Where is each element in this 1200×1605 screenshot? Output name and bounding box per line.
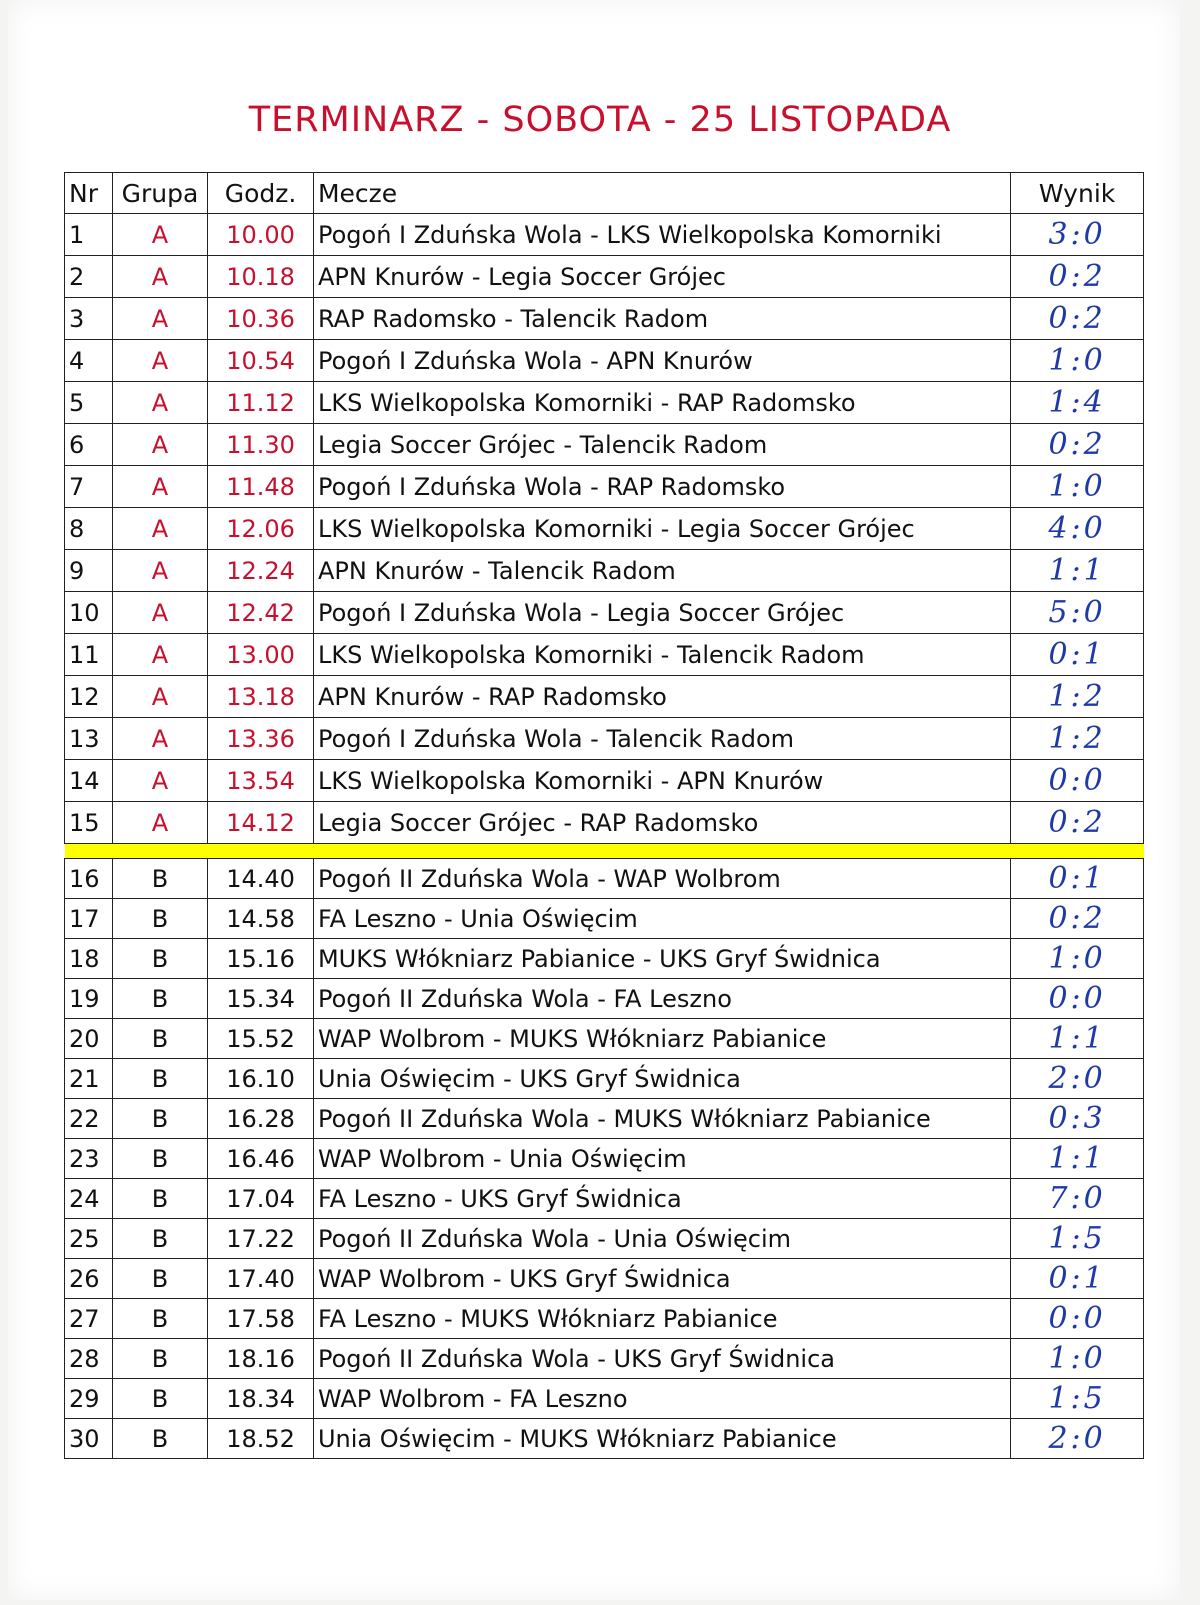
match-number: 21	[65, 1059, 113, 1099]
match-number: 19	[65, 979, 113, 1019]
table-row	[65, 1379, 1144, 1419]
match-number: 15	[65, 802, 113, 844]
match-score: 0:1	[1011, 859, 1144, 899]
match-number: 18	[65, 939, 113, 979]
match-teams: Pogoń I Zduńska Wola - Talencik Radom	[313, 718, 1010, 760]
match-teams: Pogoń I Zduńska Wola - Legia Soccer Grójec	[313, 592, 1010, 634]
match-number: 13	[65, 718, 113, 760]
match-time: 17.22	[208, 1219, 314, 1259]
header-time: Godz.	[208, 173, 314, 214]
match-score: 1:1	[1011, 550, 1144, 592]
match-number: 11	[65, 634, 113, 676]
header-group: Grupa	[112, 173, 207, 214]
match-time: 11.12	[208, 382, 314, 424]
match-time: 16.46	[208, 1139, 314, 1179]
table-row	[65, 1299, 1144, 1339]
match-group: B	[112, 979, 207, 1019]
match-score: 1:1	[1011, 1139, 1144, 1179]
table-row	[65, 1259, 1144, 1299]
match-group: B	[112, 1139, 207, 1179]
match-score: 5:0	[1011, 592, 1144, 634]
match-score: 4:0	[1011, 508, 1144, 550]
match-number: 28	[65, 1339, 113, 1379]
match-score: 1:0	[1011, 939, 1144, 979]
match-teams: Pogoń II Zduńska Wola - MUKS Włókniarz Pabianice	[313, 1099, 1010, 1139]
match-score: 1:0	[1011, 1339, 1144, 1379]
match-number: 22	[65, 1099, 113, 1139]
match-group: A	[112, 466, 207, 508]
match-group: A	[112, 508, 207, 550]
match-number: 23	[65, 1139, 113, 1179]
match-teams: FA Leszno - MUKS Włókniarz Pabianice	[313, 1299, 1010, 1339]
match-score: 0:0	[1011, 979, 1144, 1019]
match-teams: WAP Wolbrom - FA Leszno	[313, 1379, 1010, 1419]
match-group: A	[112, 256, 207, 298]
match-time: 13.54	[208, 760, 314, 802]
schedule-table	[64, 172, 1144, 1459]
table-row	[65, 1419, 1144, 1459]
table-row	[65, 1219, 1144, 1259]
match-group: A	[112, 214, 207, 256]
match-group: A	[112, 340, 207, 382]
table-row	[65, 508, 1144, 550]
match-time: 18.16	[208, 1339, 314, 1379]
table-row	[65, 256, 1144, 298]
match-number: 27	[65, 1299, 113, 1339]
match-teams: Pogoń II Zduńska Wola - WAP Wolbrom	[313, 859, 1010, 899]
match-group: A	[112, 550, 207, 592]
match-score: 0:3	[1011, 1099, 1144, 1139]
match-number: 1	[65, 214, 113, 256]
match-group: A	[112, 592, 207, 634]
match-score: 1:4	[1011, 382, 1144, 424]
match-number: 26	[65, 1259, 113, 1299]
match-score: 1:0	[1011, 466, 1144, 508]
match-time: 15.16	[208, 939, 314, 979]
match-group: B	[112, 1059, 207, 1099]
match-number: 3	[65, 298, 113, 340]
match-number: 25	[65, 1219, 113, 1259]
match-score: 0:0	[1011, 760, 1144, 802]
header-score: Wynik	[1011, 173, 1144, 214]
match-number: 8	[65, 508, 113, 550]
match-group: B	[112, 1339, 207, 1379]
match-time: 16.28	[208, 1099, 314, 1139]
table-row	[65, 424, 1144, 466]
match-teams: Legia Soccer Grójec - Talencik Radom	[313, 424, 1010, 466]
match-score: 0:1	[1011, 1259, 1144, 1299]
table-row	[65, 979, 1144, 1019]
match-teams: LKS Wielkopolska Komorniki - RAP Radomsko	[313, 382, 1010, 424]
group-separator	[65, 844, 1144, 859]
table-row	[65, 466, 1144, 508]
match-group: A	[112, 634, 207, 676]
table-row	[65, 939, 1144, 979]
match-score: 1:0	[1011, 340, 1144, 382]
header-row	[65, 173, 1144, 214]
match-score: 1:2	[1011, 718, 1144, 760]
match-teams: WAP Wolbrom - UKS Gryf Świdnica	[313, 1259, 1010, 1299]
table-row	[65, 592, 1144, 634]
match-group: A	[112, 676, 207, 718]
match-group: B	[112, 939, 207, 979]
group-b-rows	[65, 859, 1144, 1459]
match-time: 14.12	[208, 802, 314, 844]
match-teams: FA Leszno - Unia Oświęcim	[313, 899, 1010, 939]
match-group: A	[112, 760, 207, 802]
match-teams: Unia Oświęcim - MUKS Włókniarz Pabianice	[313, 1419, 1010, 1459]
table-row	[65, 859, 1144, 899]
match-group: B	[112, 1179, 207, 1219]
match-time: 11.30	[208, 424, 314, 466]
match-teams: Unia Oświęcim - UKS Gryf Świdnica	[313, 1059, 1010, 1099]
match-group: B	[112, 1219, 207, 1259]
match-number: 16	[65, 859, 113, 899]
table-row	[65, 214, 1144, 256]
table-row	[65, 676, 1144, 718]
match-time: 14.40	[208, 859, 314, 899]
match-teams: RAP Radomsko - Talencik Radom	[313, 298, 1010, 340]
match-teams: Pogoń I Zduńska Wola - APN Knurów	[313, 340, 1010, 382]
group-a-rows	[65, 214, 1144, 844]
table-row	[65, 298, 1144, 340]
match-teams: FA Leszno - UKS Gryf Świdnica	[313, 1179, 1010, 1219]
page-title: TERMINARZ - SOBOTA - 25 LISTOPADA	[248, 100, 952, 140]
match-time: 10.54	[208, 340, 314, 382]
match-score: 0:2	[1011, 899, 1144, 939]
match-number: 24	[65, 1179, 113, 1219]
match-time: 13.36	[208, 718, 314, 760]
match-teams: Pogoń I Zduńska Wola - LKS Wielkopolska Komorniki	[313, 214, 1010, 256]
match-time: 12.42	[208, 592, 314, 634]
match-number: 9	[65, 550, 113, 592]
match-teams: Pogoń II Zduńska Wola - FA Leszno	[313, 979, 1010, 1019]
separator-row	[65, 844, 1144, 859]
match-score: 2:0	[1011, 1419, 1144, 1459]
match-number: 4	[65, 340, 113, 382]
match-group: B	[112, 1419, 207, 1459]
match-group: A	[112, 298, 207, 340]
table-row	[65, 1019, 1144, 1059]
match-number: 5	[65, 382, 113, 424]
match-time: 12.24	[208, 550, 314, 592]
match-time: 18.52	[208, 1419, 314, 1459]
match-time: 14.58	[208, 899, 314, 939]
table-row	[65, 1099, 1144, 1139]
match-score: 0:2	[1011, 424, 1144, 466]
match-number: 12	[65, 676, 113, 718]
match-score: 3:0	[1011, 214, 1144, 256]
match-number: 30	[65, 1419, 113, 1459]
match-score: 1:1	[1011, 1019, 1144, 1059]
match-group: B	[112, 1099, 207, 1139]
match-number: 17	[65, 899, 113, 939]
match-number: 14	[65, 760, 113, 802]
match-teams: APN Knurów - Legia Soccer Grójec	[313, 256, 1010, 298]
table-row	[65, 899, 1144, 939]
match-number: 29	[65, 1379, 113, 1419]
match-score: 0:2	[1011, 256, 1144, 298]
match-teams: MUKS Włókniarz Pabianice - UKS Gryf Świdnica	[313, 939, 1010, 979]
match-score: 1:2	[1011, 676, 1144, 718]
match-group: B	[112, 1299, 207, 1339]
match-group: A	[112, 382, 207, 424]
match-teams: Legia Soccer Grójec - RAP Radomsko	[313, 802, 1010, 844]
match-score: 0:1	[1011, 634, 1144, 676]
table-row	[65, 340, 1144, 382]
table-row	[65, 1179, 1144, 1219]
separator-bar	[65, 844, 1144, 859]
match-time: 11.48	[208, 466, 314, 508]
table-row	[65, 802, 1144, 844]
table-row	[65, 1139, 1144, 1179]
table-row	[65, 1059, 1144, 1099]
match-teams: Pogoń I Zduńska Wola - RAP Radomsko	[313, 466, 1010, 508]
match-group: B	[112, 899, 207, 939]
match-group: B	[112, 1259, 207, 1299]
match-teams: APN Knurów - Talencik Radom	[313, 550, 1010, 592]
match-teams: Pogoń II Zduńska Wola - UKS Gryf Świdnica	[313, 1339, 1010, 1379]
match-time: 13.18	[208, 676, 314, 718]
match-group: A	[112, 424, 207, 466]
match-number: 20	[65, 1019, 113, 1059]
match-teams: APN Knurów - RAP Radomsko	[313, 676, 1010, 718]
match-number: 2	[65, 256, 113, 298]
match-teams: WAP Wolbrom - Unia Oświęcim	[313, 1139, 1010, 1179]
match-score: 0:2	[1011, 298, 1144, 340]
match-time: 10.36	[208, 298, 314, 340]
match-time: 17.04	[208, 1179, 314, 1219]
match-number: 6	[65, 424, 113, 466]
match-time: 13.00	[208, 634, 314, 676]
table-row	[65, 760, 1144, 802]
table-row	[65, 718, 1144, 760]
match-time: 17.40	[208, 1259, 314, 1299]
match-time: 15.52	[208, 1019, 314, 1059]
match-group: B	[112, 859, 207, 899]
match-time: 15.34	[208, 979, 314, 1019]
match-teams: LKS Wielkopolska Komorniki - APN Knurów	[313, 760, 1010, 802]
table-row	[65, 1339, 1144, 1379]
match-group: A	[112, 718, 207, 760]
match-score: 7:0	[1011, 1179, 1144, 1219]
match-teams: LKS Wielkopolska Komorniki - Talencik Radom	[313, 634, 1010, 676]
match-group: B	[112, 1379, 207, 1419]
match-time: 16.10	[208, 1059, 314, 1099]
match-time: 18.34	[208, 1379, 314, 1419]
table-row	[65, 382, 1144, 424]
match-number: 7	[65, 466, 113, 508]
match-time: 10.18	[208, 256, 314, 298]
match-number: 10	[65, 592, 113, 634]
table-row	[65, 550, 1144, 592]
match-group: B	[112, 1019, 207, 1059]
match-score: 1:5	[1011, 1379, 1144, 1419]
match-time: 12.06	[208, 508, 314, 550]
match-score: 0:2	[1011, 802, 1144, 844]
match-score: 0:0	[1011, 1299, 1144, 1339]
match-score: 1:5	[1011, 1219, 1144, 1259]
table-row	[65, 634, 1144, 676]
match-score: 2:0	[1011, 1059, 1144, 1099]
match-time: 10.00	[208, 214, 314, 256]
match-time: 17.58	[208, 1299, 314, 1339]
match-teams: LKS Wielkopolska Komorniki - Legia Soccer Grójec	[313, 508, 1010, 550]
header-nr: Nr	[65, 173, 113, 214]
header-match: Mecze	[313, 173, 1010, 214]
match-teams: WAP Wolbrom - MUKS Włókniarz Pabianice	[313, 1019, 1010, 1059]
match-teams: Pogoń II Zduńska Wola - Unia Oświęcim	[313, 1219, 1010, 1259]
match-group: A	[112, 802, 207, 844]
